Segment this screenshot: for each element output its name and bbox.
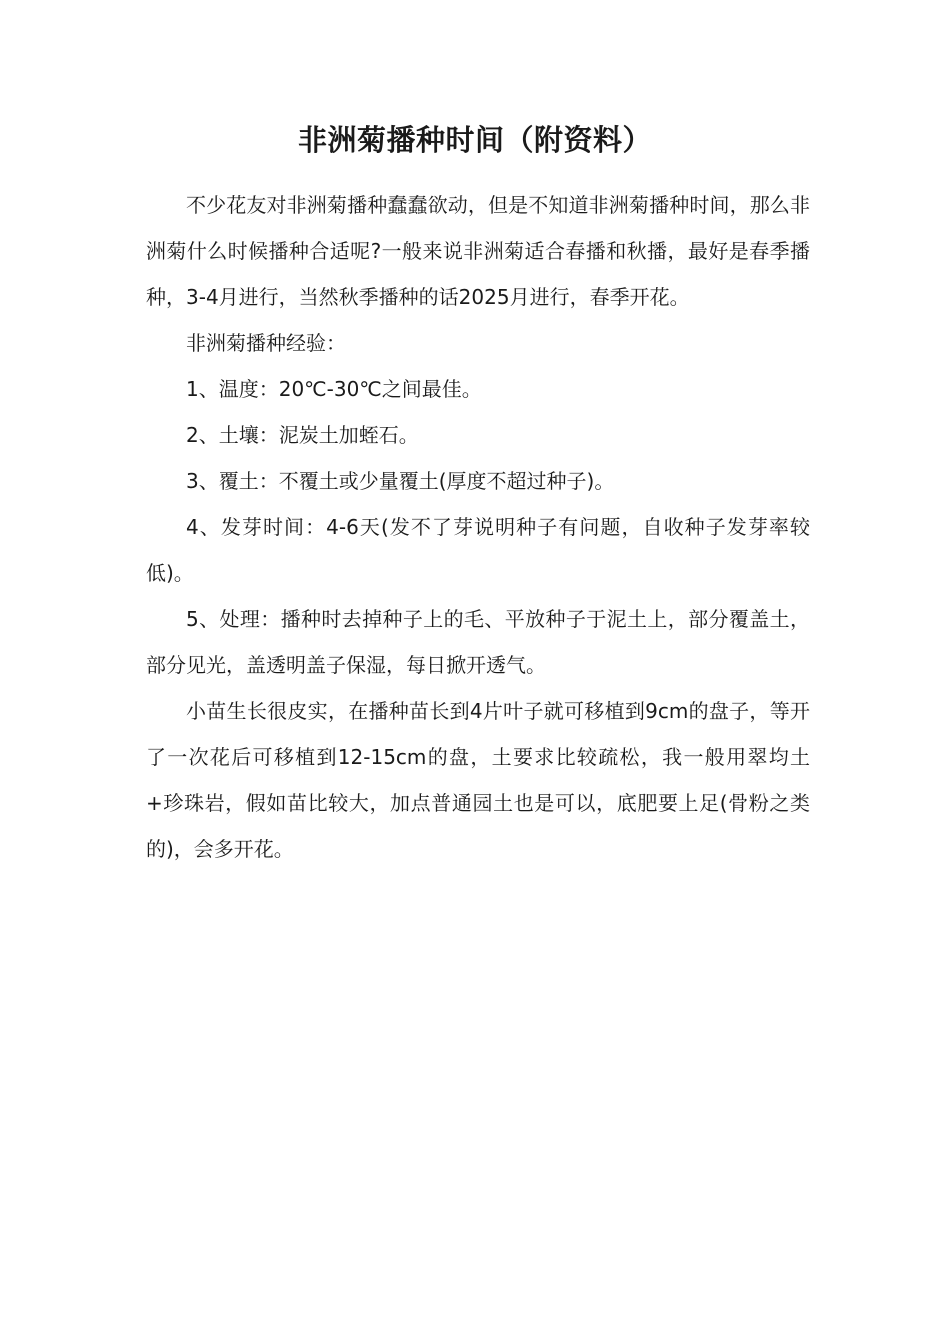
paragraph-intro: 不少花友对非洲菊播种蠢蠢欲动，但是不知道非洲菊播种时间，那么非洲菊什么时候播种合适呢?一般来说非洲菊适合春播和秋播，最好是春季播种，3-4月进行，当然秋季播种的话2025月进行，春季开花。 <box>146 193 810 309</box>
paragraph-temperature: 1、温度：20℃-30℃之间最佳。 <box>186 377 482 401</box>
paragraph-treatment: 5、处理：播种时去掉种子上的毛、平放种子于泥土上，部分覆盖土，部分见光，盖透明盖子保湿，每日掀开透气。 <box>146 607 810 677</box>
paragraph-experience-heading: 非洲菊播种经验： <box>186 331 346 355</box>
paragraph-covering: 3、覆土：不覆土或少量覆土(厚度不超过种子)。 <box>186 469 615 493</box>
paragraph-germination: 4、发芽时间：4-6天(发不了芽说明种子有问题，自收种子发芽率较低)。 <box>146 515 810 585</box>
document-title: 非洲菊播种时间（附资料） <box>297 123 652 157</box>
document-body <box>146 182 810 872</box>
paragraph-seedlings: 小苗生长很皮实，在播种苗长到4片叶子就可移植到9cm的盘子，等开了一次花后可移植到12-15cm的盘，土要求比较疏松，我一般用翠均土+珍珠岩，假如苗比较大，加点普通园土也是可以，底肥要上足(骨粉之类的)，会多开花。 <box>146 699 810 861</box>
paragraph-soil: 2、土壤：泥炭土加蛭石。 <box>186 423 419 447</box>
